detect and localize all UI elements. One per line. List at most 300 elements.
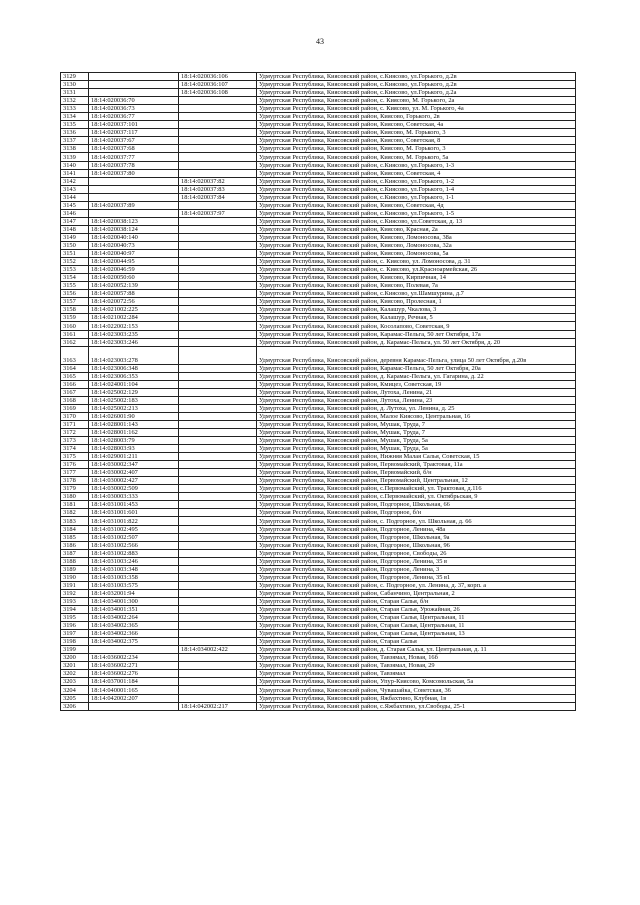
table-row	[61, 541, 576, 549]
row-number-cell: 3133	[61, 105, 89, 113]
row-number-cell: 3130	[61, 81, 89, 89]
building-number-cell	[179, 97, 257, 105]
cadastral-number-cell: 18:14:031003:246	[89, 557, 179, 565]
page-number: 43	[316, 37, 324, 46]
row-number-cell: 3162	[61, 338, 89, 346]
cadastral-number-cell: 18:14:030002:509	[89, 485, 179, 493]
address-cell: Удмуртская Республика, Кияcовский район, д. Лутоха, ул. Ленина, д. 25	[257, 404, 576, 412]
building-number-cell	[179, 428, 257, 436]
address-cell: Удмуртская Республика, Кияcовский район, Кияcово, Советская, 4	[257, 169, 576, 177]
building-number-cell	[179, 597, 257, 605]
building-number-cell	[179, 330, 257, 338]
row-number-cell: 3190	[61, 573, 89, 581]
table-row	[61, 81, 576, 89]
address-cell: Удмуртская Республика, Кияcовский район, Кияcово, М. Горького, 3	[257, 145, 576, 153]
cadastral-number-cell	[89, 177, 179, 185]
cadastral-number-cell: 18:14:020037:78	[89, 161, 179, 169]
building-number-cell	[179, 105, 257, 113]
cadastral-number-cell	[89, 209, 179, 217]
building-number-cell	[179, 686, 257, 694]
cadastral-number-cell: 18:14:024001:104	[89, 380, 179, 388]
table-row	[61, 306, 576, 314]
table-row	[61, 622, 576, 630]
row-number-cell: 3142	[61, 177, 89, 185]
table-row	[61, 654, 576, 662]
address-cell: Удмуртская Республика, Кияcовский район, Подгорное, Школьная, 96	[257, 541, 576, 549]
building-number-cell	[179, 606, 257, 614]
cadastral-number-cell	[89, 646, 179, 654]
cadastral-number-cell: 18:14:036002:271	[89, 662, 179, 670]
table-row	[61, 702, 576, 710]
address-cell: Удмуртская Республика, Кияcовский район, Карамас-Пельга, 50 лет Октября, 20а	[257, 364, 576, 372]
table-row	[61, 145, 576, 153]
table-row	[61, 161, 576, 169]
address-cell: Удмуртская Республика, Кияcовский район, с.Кияcово, ул.Горького, 1-5	[257, 209, 576, 217]
cadastral-number-cell: 18:14:031003:358	[89, 573, 179, 581]
cadastral-number-cell: 18:14:031002:495	[89, 525, 179, 533]
cadastral-number-cell: 18:14:028001:143	[89, 420, 179, 428]
address-cell: Удмуртская Республика, Кияcовский район, Мушак, Труда, 5а	[257, 445, 576, 453]
row-number-cell: 3157	[61, 298, 89, 306]
building-number-cell	[179, 420, 257, 428]
row-number-cell: 3145	[61, 201, 89, 209]
address-cell: Удмуртская Республика, Кияcовский район, деревня Карамас-Пельга, улица 50 лет Октября, д.20в	[257, 346, 576, 364]
building-number-cell	[179, 364, 257, 372]
address-cell: Удмуртская Республика, Кияcовский район, Тавзямал, Новая, 16б	[257, 654, 576, 662]
table-row	[61, 589, 576, 597]
cadastral-number-cell	[89, 193, 179, 201]
row-number-cell: 3200	[61, 654, 89, 662]
building-number-cell	[179, 469, 257, 477]
building-number-cell	[179, 322, 257, 330]
address-cell: Удмуртская Республика, Кияcовский район, Кияcово, Ломоносова, 5а	[257, 250, 576, 258]
building-number-cell	[179, 485, 257, 493]
address-cell: Удмуртская Республика, Кияcовский район, Кияcово, Советская, 8	[257, 137, 576, 145]
address-cell: Удмуртская Республика, Кияcовский район, с. Кияcово, ул. М. Горького, 4а	[257, 105, 576, 113]
address-cell: Удмуртская Республика, Кияcовский район, Кияcово, Красная, 2а	[257, 225, 576, 233]
row-number-cell: 3193	[61, 597, 89, 605]
address-cell: Удмуртская Республика, Кияcовский район, Подгорное, Ленина, 35 в	[257, 557, 576, 565]
table-row	[61, 330, 576, 338]
table-row	[61, 469, 576, 477]
address-cell: Удмуртская Республика, Кияcовский район, Тавзямал, Новая, 29	[257, 662, 576, 670]
address-cell: Удмуртская Республика, Кияcовский район, с.Кияcово, ул.Горького, 1-4	[257, 185, 576, 193]
cadastral-number-cell: 18:14:023003:278	[89, 346, 179, 364]
cadastral-number-cell: 18:14:020040:73	[89, 241, 179, 249]
row-number-cell: 3155	[61, 282, 89, 290]
row-number-cell: 3182	[61, 509, 89, 517]
table-row	[61, 412, 576, 420]
table-row	[61, 177, 576, 185]
table-row	[61, 461, 576, 469]
address-cell: Удмуртская Республика, Кияcовский район, Кияcово, Горького, 2в	[257, 113, 576, 121]
row-number-cell: 3165	[61, 372, 89, 380]
table-row	[61, 445, 576, 453]
cadastral-number-cell: 18:14:020044:95	[89, 258, 179, 266]
cadastral-number-cell	[89, 81, 179, 89]
table-row	[61, 217, 576, 225]
cadastral-number-cell: 18:14:031001:453	[89, 501, 179, 509]
building-number-cell: 18:14:034002:422	[179, 646, 257, 654]
building-number-cell	[179, 113, 257, 121]
table-row	[61, 420, 576, 428]
cadastral-number-cell: 18:14:020036:70	[89, 97, 179, 105]
cadastral-number-cell: 18:14:020046:59	[89, 266, 179, 274]
cadastral-number-cell: 18:14:040001:165	[89, 686, 179, 694]
cadastral-number-cell: 18:14:020037:68	[89, 145, 179, 153]
cadastral-number-cell	[89, 185, 179, 193]
building-number-cell	[179, 298, 257, 306]
row-number-cell: 3152	[61, 258, 89, 266]
row-number-cell: 3180	[61, 493, 89, 501]
row-number-cell: 3171	[61, 420, 89, 428]
row-number-cell: 3134	[61, 113, 89, 121]
row-number-cell: 3168	[61, 396, 89, 404]
cadastral-number-cell: 18:14:030002:347	[89, 461, 179, 469]
row-number-cell: 3179	[61, 485, 89, 493]
cadastral-number-cell: 18:14:031002:507	[89, 533, 179, 541]
table-row	[61, 380, 576, 388]
building-number-cell	[179, 533, 257, 541]
row-number-cell: 3138	[61, 145, 89, 153]
building-number-cell	[179, 630, 257, 638]
table-row	[61, 557, 576, 565]
address-cell: Удмуртская Республика, Кияcовский район, с.Кияcово, ул.Горького, 1-2	[257, 177, 576, 185]
address-cell: Удмуртская Республика, Кияcовский район, Подгорное, Школьная, 9а	[257, 533, 576, 541]
table-row	[61, 533, 576, 541]
table-row	[61, 686, 576, 694]
address-cell: Удмуртская Республика, Кияcовский район, Карамас-Пельга, 50 лет Октября, 17а	[257, 330, 576, 338]
building-number-cell	[179, 614, 257, 622]
building-number-cell	[179, 453, 257, 461]
address-cell: Удмуртская Республика, Кияcовский район, Кияcово, М. Горького, 3	[257, 129, 576, 137]
address-cell: Удмуртская Республика, Кияcовский район, с.Кияcово, ул.Советская, д. 13	[257, 217, 576, 225]
building-number-cell	[179, 662, 257, 670]
table-row	[61, 388, 576, 396]
building-number-cell	[179, 517, 257, 525]
building-number-cell	[179, 306, 257, 314]
row-number-cell: 3163	[61, 346, 89, 364]
table-row	[61, 581, 576, 589]
address-cell: Удмуртская Республика, Кияcовский район, Мушак, Труда, 7	[257, 420, 576, 428]
building-number-cell	[179, 573, 257, 581]
row-number-cell: 3189	[61, 565, 89, 573]
cadastral-number-cell	[89, 73, 179, 81]
table-row	[61, 493, 576, 501]
address-cell: Удмуртская Республика, Кияcовский район, с.Кияcово, ул.Шамшурина, д.7	[257, 290, 576, 298]
address-cell: Удмуртская Республика, Кияcовский район, Старая Салья, б/н	[257, 597, 576, 605]
cadastral-number-cell: 18:14:036002:276	[89, 670, 179, 678]
row-number-cell: 3186	[61, 541, 89, 549]
cadastral-number-cell: 18:14:034002:366	[89, 630, 179, 638]
row-number-cell: 3166	[61, 380, 89, 388]
table-row	[61, 364, 576, 372]
building-number-cell	[179, 169, 257, 177]
row-number-cell: 3194	[61, 606, 89, 614]
address-cell: Удмуртская Республика, Кияcовский район, Кияcово, Ломоносова, 38а	[257, 233, 576, 241]
cadastral-number-cell: 18:14:020037:80	[89, 169, 179, 177]
row-number-cell: 3195	[61, 614, 89, 622]
row-number-cell: 3187	[61, 549, 89, 557]
row-number-cell: 3204	[61, 686, 89, 694]
cadastral-number-cell: 18:14:020040:97	[89, 250, 179, 258]
row-number-cell: 3160	[61, 322, 89, 330]
cadastral-number-cell: 18:14:034002:375	[89, 638, 179, 646]
table-row	[61, 298, 576, 306]
table-row	[61, 129, 576, 137]
table-row	[61, 517, 576, 525]
row-number-cell: 3196	[61, 622, 89, 630]
table-row	[61, 670, 576, 678]
address-cell: Удмуртская Республика, Кияcовский район, Подгорное, Свободы, 26	[257, 549, 576, 557]
address-cell: Удмуртская Республика, Кияcовский район, Первомайский, б/н	[257, 469, 576, 477]
building-number-cell	[179, 694, 257, 702]
building-number-cell	[179, 549, 257, 557]
table-row	[61, 121, 576, 129]
table-row	[61, 606, 576, 614]
table-row	[61, 346, 576, 364]
cadastral-number-cell: 18:14:031003:575	[89, 581, 179, 589]
building-number-cell	[179, 266, 257, 274]
row-number-cell: 3144	[61, 193, 89, 201]
address-cell: Удмуртская Республика, Кияcовский район, с.Первомайский, ул. Октябрьская, 9	[257, 493, 576, 501]
building-number-cell	[179, 461, 257, 469]
address-cell: Удмуртская Республика, Кияcовский район, Лутоха, Ленина, 21	[257, 388, 576, 396]
cadastral-number-cell: 18:14:021002:284	[89, 314, 179, 322]
row-number-cell: 3178	[61, 477, 89, 485]
row-number-cell: 3184	[61, 525, 89, 533]
building-number-cell	[179, 161, 257, 169]
address-cell: Удмуртская Республика, Кияcовский район, Тавзямал	[257, 670, 576, 678]
building-number-cell	[179, 525, 257, 533]
row-number-cell: 3150	[61, 241, 89, 249]
building-number-cell	[179, 153, 257, 161]
cadastral-number-cell: 18:14:020050:60	[89, 274, 179, 282]
cadastral-number-cell: 18:14:026001:90	[89, 412, 179, 420]
table-row	[61, 549, 576, 557]
table-row	[61, 573, 576, 581]
table-row	[61, 89, 576, 97]
table-row	[61, 630, 576, 638]
building-number-cell: 18:14:020036:106	[179, 73, 257, 81]
row-number-cell: 3159	[61, 314, 89, 322]
row-number-cell: 3167	[61, 388, 89, 396]
cadastral-number-cell: 18:14:034001:300	[89, 597, 179, 605]
building-number-cell	[179, 388, 257, 396]
cadastral-number-cell: 18:14:042002:207	[89, 694, 179, 702]
cadastral-number-cell: 18:14:020037:101	[89, 121, 179, 129]
cadastral-number-cell: 18:14:023006:348	[89, 364, 179, 372]
row-number-cell: 3188	[61, 557, 89, 565]
building-number-cell	[179, 137, 257, 145]
building-number-cell	[179, 638, 257, 646]
address-cell: Удмуртская Республика, Кияcовский район, Кияcово, Советская, 4а	[257, 121, 576, 129]
address-cell: Удмуртская Республика, Кияcовский район, с. Кияcово, М. Горького, 2а	[257, 97, 576, 105]
row-number-cell: 3169	[61, 404, 89, 412]
cadastral-number-cell: 18:14:020038:124	[89, 225, 179, 233]
building-number-cell	[179, 581, 257, 589]
table-row	[61, 137, 576, 145]
cadastral-number-cell: 18:14:020036:77	[89, 113, 179, 121]
table-row	[61, 565, 576, 573]
address-cell: Удмуртская Республика, Кияcовский район, с.Кияcово, ул.Горького, д.2в	[257, 73, 576, 81]
address-cell: Удмуртская Республика, Кияcовский район, с.Кияcово, ул.Горького, д.2в	[257, 81, 576, 89]
building-number-cell: 18:14:042002:217	[179, 702, 257, 710]
row-number-cell: 3164	[61, 364, 89, 372]
cadastral-number-cell: 18:14:025002:213	[89, 404, 179, 412]
table-row	[61, 209, 576, 217]
table-row	[61, 509, 576, 517]
row-number-cell: 3176	[61, 461, 89, 469]
table-row	[61, 201, 576, 209]
row-number-cell: 3136	[61, 129, 89, 137]
address-cell: Удмуртская Республика, Кияcовский район, Старая Салья, Центральная, 13	[257, 630, 576, 638]
building-number-cell	[179, 477, 257, 485]
row-number-cell: 3140	[61, 161, 89, 169]
table-row	[61, 501, 576, 509]
row-number-cell: 3205	[61, 694, 89, 702]
table-row	[61, 597, 576, 605]
cadastral-number-cell: 18:14:020052:139	[89, 282, 179, 290]
row-number-cell: 3129	[61, 73, 89, 81]
row-number-cell: 3149	[61, 233, 89, 241]
row-number-cell: 3135	[61, 121, 89, 129]
building-number-cell	[179, 678, 257, 686]
building-number-cell	[179, 314, 257, 322]
row-number-cell: 3192	[61, 589, 89, 597]
cadastral-number-cell: 18:14:025002:183	[89, 396, 179, 404]
cadastral-number-cell: 18:14:032001:94	[89, 589, 179, 597]
table-row	[61, 678, 576, 686]
row-number-cell: 3174	[61, 445, 89, 453]
cadastral-number-cell: 18:14:030002:407	[89, 469, 179, 477]
row-number-cell: 3197	[61, 630, 89, 638]
address-cell: Удмуртская Республика, Кияcовский район, Яжбахтино, Клубная, 1в	[257, 694, 576, 702]
row-number-cell: 3202	[61, 670, 89, 678]
address-cell: Удмуртская Республика, Кияcовский район, Первомайский, Центральная, 12	[257, 477, 576, 485]
address-cell: Удмуртская Республика, Кияcовский район, д. Карамас-Пельга, ул. Гагарина, д. 22	[257, 372, 576, 380]
building-number-cell: 18:14:020036:107	[179, 81, 257, 89]
row-number-cell: 3198	[61, 638, 89, 646]
address-cell: Удмуртская Республика, Кияcовский район, с.Кияcово, ул.Горького, 1-1	[257, 193, 576, 201]
address-cell: Удмуртская Республика, Кияcовский район, Кияcово, Кирпичная, 14	[257, 274, 576, 282]
cadastral-number-cell: 18:14:023006:353	[89, 372, 179, 380]
cadastral-number-cell: 18:14:020037:77	[89, 153, 179, 161]
table-row	[61, 314, 576, 322]
row-number-cell: 3172	[61, 428, 89, 436]
cadastral-number-cell	[89, 702, 179, 710]
building-number-cell	[179, 501, 257, 509]
address-cell: Удмуртская Республика, Кияcовский район, Упур-Кияcово, Комсомольская, 5а	[257, 678, 576, 686]
building-number-cell	[179, 396, 257, 404]
cadastral-number-cell: 18:14:030002:427	[89, 477, 179, 485]
table-row	[61, 282, 576, 290]
cadastral-number-cell: 18:14:020036:73	[89, 105, 179, 113]
address-cell: Удмуртская Республика, Кияcовский район, Подгорное, Школьная, 66	[257, 501, 576, 509]
cadastral-number-cell: 18:14:030003:333	[89, 493, 179, 501]
row-number-cell: 3201	[61, 662, 89, 670]
address-cell: Удмуртская Республика, Кияcовский район, с. Кияcово, ул. Ломоносова, д. 31	[257, 258, 576, 266]
table-row	[61, 73, 576, 81]
table-row	[61, 266, 576, 274]
address-cell: Удмуртская Республика, Кияcовский район, с.Яжбахтино, ул.Свободы, 25-1	[257, 702, 576, 710]
address-cell: Удмуртская Республика, Кияcовский район, Мушак, Труда, 5а	[257, 437, 576, 445]
address-cell: Удмуртская Республика, Кияcовский район, Кияcово, Советская, 4д	[257, 201, 576, 209]
address-cell: Удмуртская Республика, Кияcовский район, Кмицез, Советская, 19	[257, 380, 576, 388]
building-number-cell: 18:14:020036:108	[179, 89, 257, 97]
row-number-cell: 3147	[61, 217, 89, 225]
address-cell: Удмуртская Республика, Кияcовский район, Нижняя Малая Салья, Советская, 15	[257, 453, 576, 461]
cadastral-number-cell: 18:14:031003:348	[89, 565, 179, 573]
table-row	[61, 233, 576, 241]
building-number-cell	[179, 404, 257, 412]
cadastral-number-cell: 18:14:031002:883	[89, 549, 179, 557]
building-number-cell	[179, 129, 257, 137]
cadastral-number-cell: 18:14:028001:162	[89, 428, 179, 436]
table-row	[61, 153, 576, 161]
registry-table	[60, 72, 576, 711]
address-cell: Удмуртская Республика, Кияcовский район, Сабанчино, Центральная, 2	[257, 589, 576, 597]
cadastral-number-cell: 18:14:021002:225	[89, 306, 179, 314]
building-number-cell	[179, 437, 257, 445]
address-cell: Удмуртская Республика, Кияcовский район, Кияcово, Пролесная, 1	[257, 298, 576, 306]
building-number-cell	[179, 250, 257, 258]
table-row	[61, 274, 576, 282]
row-number-cell: 3156	[61, 290, 89, 298]
cadastral-number-cell: 18:14:020037:117	[89, 129, 179, 137]
address-cell: Удмуртская Республика, Кияcовский район, Подгорное, Ленина, 35 в1	[257, 573, 576, 581]
address-cell: Удмуртская Республика, Кияcовский район, Кияcово, М. Горького, 5а	[257, 153, 576, 161]
address-cell: Удмуртская Республика, Кияcовский район, Подгорное, б/н	[257, 509, 576, 517]
row-number-cell: 3161	[61, 330, 89, 338]
table-row	[61, 662, 576, 670]
row-number-cell: 3158	[61, 306, 89, 314]
row-number-cell: 3183	[61, 517, 89, 525]
building-number-cell	[179, 346, 257, 364]
building-number-cell: 18:14:020037:84	[179, 193, 257, 201]
address-cell: Удмуртская Республика, Кияcовский район, Косолапово, Советская, 9	[257, 322, 576, 330]
row-number-cell: 3170	[61, 412, 89, 420]
cadastral-number-cell: 18:14:031001:822	[89, 517, 179, 525]
table-row	[61, 396, 576, 404]
building-number-cell	[179, 445, 257, 453]
cadastral-number-cell: 18:14:020037:67	[89, 137, 179, 145]
row-number-cell: 3203	[61, 678, 89, 686]
table-row	[61, 477, 576, 485]
building-number-cell	[179, 565, 257, 573]
table-row	[61, 322, 576, 330]
address-cell: Удмуртская Республика, Кияcовский район, Первомайский, Трактовая, 11а	[257, 461, 576, 469]
building-number-cell	[179, 145, 257, 153]
building-number-cell: 18:14:020037:82	[179, 177, 257, 185]
building-number-cell: 18:14:020037:97	[179, 209, 257, 217]
table-row	[61, 694, 576, 702]
building-number-cell	[179, 372, 257, 380]
row-number-cell: 3139	[61, 153, 89, 161]
row-number-cell: 3191	[61, 581, 89, 589]
address-cell: Удмуртская Республика, Кияcовский район, д. Старая Салья, ул. Центральная, д. 11	[257, 646, 576, 654]
building-number-cell	[179, 541, 257, 549]
table-row	[61, 614, 576, 622]
building-number-cell	[179, 217, 257, 225]
building-number-cell	[179, 201, 257, 209]
cadastral-number-cell: 18:14:022002:153	[89, 322, 179, 330]
row-number-cell: 3143	[61, 185, 89, 193]
table-row	[61, 193, 576, 201]
cadastral-number-cell: 18:14:025002:129	[89, 388, 179, 396]
building-number-cell	[179, 121, 257, 129]
row-number-cell: 3181	[61, 501, 89, 509]
